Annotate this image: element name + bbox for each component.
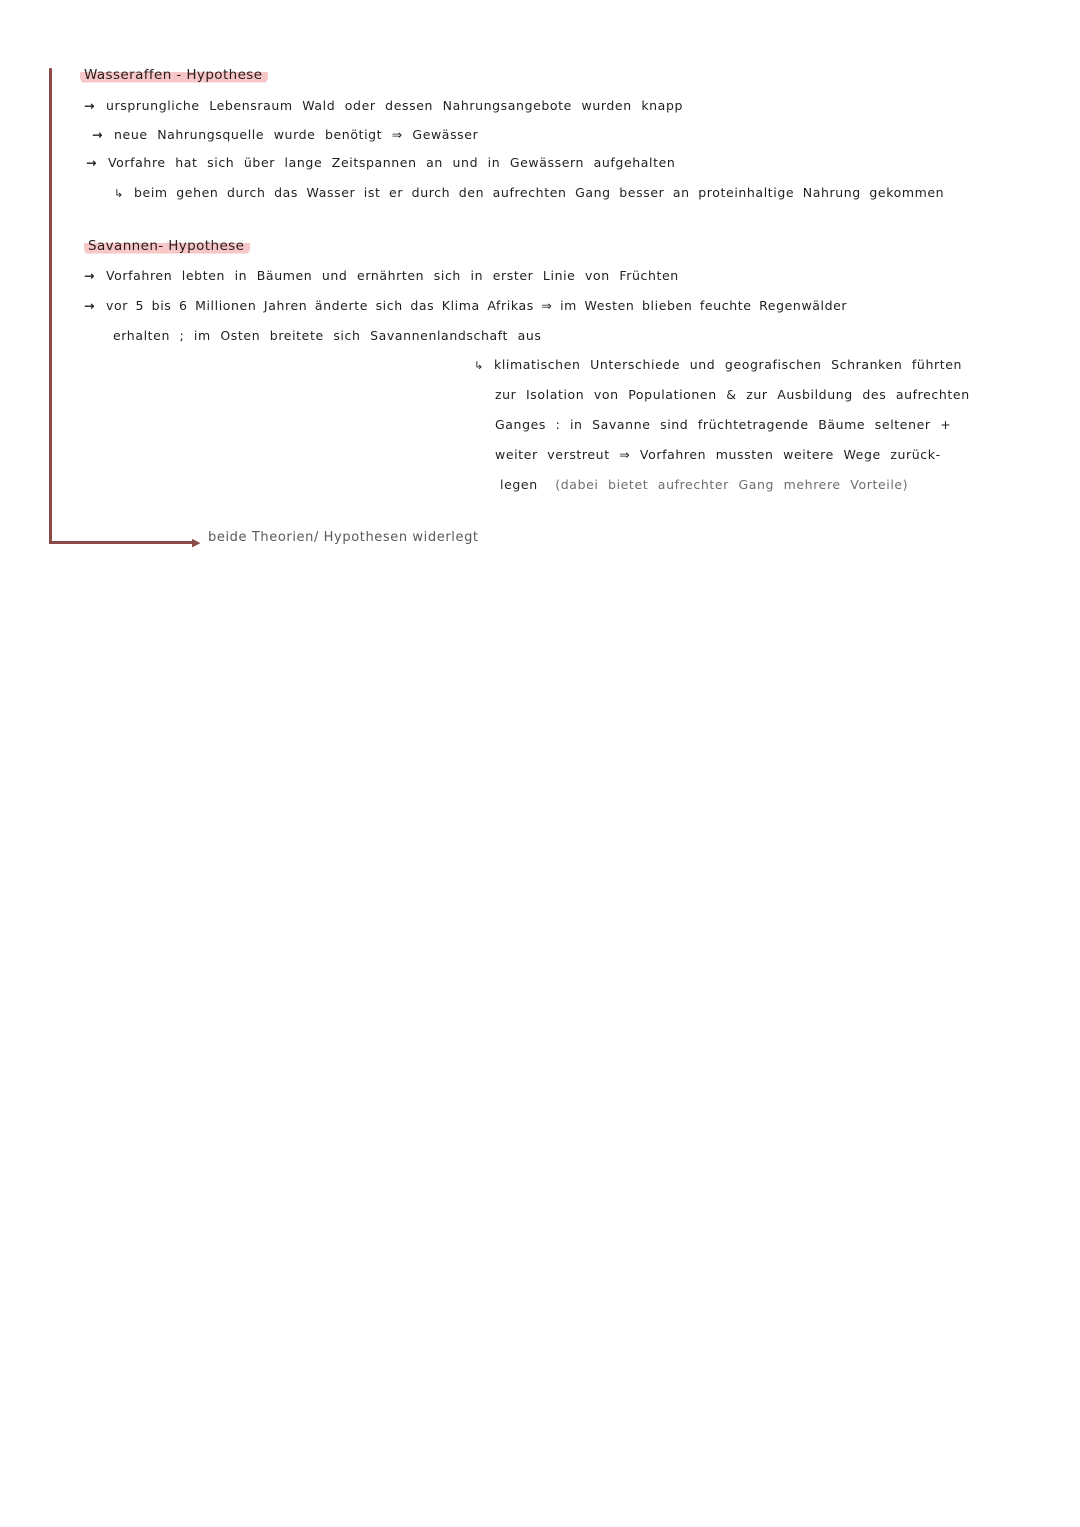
list-item-continuation bbox=[500, 477, 908, 493]
bracket-horizontal-line bbox=[49, 541, 195, 544]
arrow-right-icon: → bbox=[84, 98, 96, 113]
arrow-right-icon: → bbox=[84, 268, 96, 283]
bracket-vertical-line bbox=[49, 68, 52, 544]
list-item-text: legen bbox=[500, 477, 538, 492]
corner-arrow-icon: ↳ bbox=[114, 187, 124, 200]
list-item-text: Vorfahre hat sich über lange Zeitspannen an und in Gewässern aufgehalten bbox=[108, 155, 676, 170]
list-item-text: klimatischen Unterschiede und geografischen Schranken führten bbox=[494, 357, 963, 372]
heading-wasseraffen-hypothese: Wasseraffen - Hypothese bbox=[80, 67, 268, 84]
arrow-right-icon: ▶ bbox=[192, 536, 201, 549]
list-item-text: Ganges : in Savanne sind früchtetragende Bäume seltener + bbox=[495, 417, 952, 432]
list-item-continuation bbox=[495, 417, 951, 433]
arrow-right-icon: → bbox=[92, 127, 104, 142]
list-item-continuation bbox=[113, 328, 542, 344]
list-item-text: neue Nahrungsquelle wurde benötigt ⇒ Gewässer bbox=[114, 127, 479, 142]
list-item bbox=[84, 298, 847, 314]
list-item bbox=[86, 155, 675, 171]
list-item-text: weiter verstreut ⇒ Vorfahren mussten weitere Wege zurück- bbox=[495, 447, 941, 462]
heading-savannen-hypothese: Savannen- Hypothese bbox=[84, 238, 250, 255]
list-item-text: vor 5 bis 6 Millionen Jahren änderte sich das Klima Afrikas ⇒ im Westen blieben feuchte Regenwälder bbox=[106, 298, 848, 313]
list-item-text: ursprungliche Lebensraum Wald oder dessen Nahrungsangebote wurden knapp bbox=[106, 98, 684, 113]
list-item-text: erhalten ; im Osten breitete sich Savannenlandschaft aus bbox=[113, 328, 542, 343]
list-item bbox=[92, 127, 478, 143]
arrow-right-icon: → bbox=[86, 155, 98, 170]
side-note: (dabei bietet aufrechter Gang mehrere Vorteile) bbox=[555, 477, 909, 492]
list-item-continuation bbox=[495, 447, 941, 463]
list-item-text: Vorfahren lebten in Bäumen und ernährten sich in erster Linie von Früchten bbox=[106, 268, 679, 283]
corner-arrow-icon: ↳ bbox=[474, 359, 484, 372]
list-item bbox=[84, 268, 679, 284]
list-item-text: zur Isolation von Populationen & zur Ausbildung des aufrechten bbox=[495, 387, 970, 402]
list-item bbox=[114, 185, 944, 202]
list-item-continuation bbox=[495, 387, 970, 403]
list-item-text: beim gehen durch das Wasser ist er durch den aufrechten Gang besser an proteinhaltige Nahrung gekommen bbox=[134, 185, 945, 200]
list-item bbox=[84, 98, 683, 114]
list-item bbox=[474, 357, 962, 374]
conclusion-text: beide Theorien/ Hypothesen widerlegt bbox=[208, 530, 479, 545]
arrow-right-icon: → bbox=[84, 298, 96, 313]
